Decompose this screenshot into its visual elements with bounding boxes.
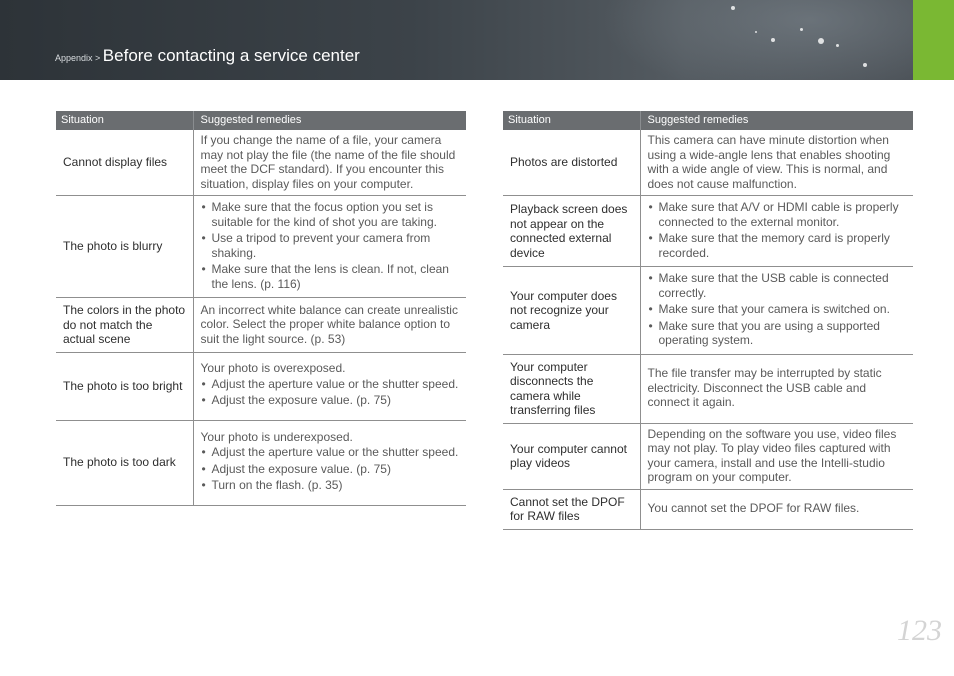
table-row bbox=[503, 489, 913, 529]
remedy-bullet: • Adjust the exposure value. (p. 75) bbox=[201, 393, 461, 408]
sparkle-icon bbox=[771, 38, 775, 42]
page-number: 123 bbox=[897, 614, 942, 647]
situation-cell: Your computer disconnects the camera while transferring files bbox=[503, 354, 640, 423]
remedy-text: The file transfer may be interrupted by static electricity. Disconnect the USB cable and connect it again. bbox=[647, 366, 882, 410]
situation-cell: The photo is too bright bbox=[56, 352, 193, 420]
remedy-bullet: • Turn on the flash. (p. 35) bbox=[201, 478, 461, 493]
remedy-list bbox=[648, 200, 908, 260]
sparkle-icon bbox=[836, 44, 839, 47]
remedy-text: If you change the name of a file, your camera may not play the file (the name of the file should meet the DCF standard). If you encounter this situation, display files on your computer. bbox=[200, 133, 456, 191]
remedy-list bbox=[648, 271, 908, 348]
situation-cell: The photo is too dark bbox=[56, 420, 193, 505]
remedy-cell bbox=[193, 130, 466, 196]
situation-cell: Your computer does not recognize your camera bbox=[503, 267, 640, 355]
situation-cell: Photos are distorted bbox=[503, 130, 640, 196]
remedy-cell bbox=[193, 298, 466, 353]
remedy-text: Your photo is underexposed. bbox=[200, 429, 353, 444]
situation-cell: The colors in the photo do not match the actual scene bbox=[56, 298, 193, 353]
remedy-bullet: • Make sure that the focus option you set is suitable for the kind of shot you are taking. bbox=[201, 200, 461, 229]
situation-cell: Cannot set the DPOF for RAW files bbox=[503, 489, 640, 529]
remedy-bullet: • Adjust the aperture value or the shutter speed. bbox=[201, 377, 461, 392]
remedy-list bbox=[201, 445, 461, 493]
column-header-remedies: Suggested remedies bbox=[193, 111, 466, 130]
situation-cell: Cannot display files bbox=[56, 130, 193, 196]
table-row bbox=[56, 130, 466, 196]
remedy-text: This camera can have minute distortion when using a wide-angle lens that enables shooting with a wide angle of view. This is normal, and does not cause malfunction. bbox=[647, 133, 891, 191]
sparkle-icon bbox=[755, 31, 757, 33]
situation-cell: Playback screen does not appear on the connected external device bbox=[503, 196, 640, 267]
table-row bbox=[503, 267, 913, 355]
page-title: Before contacting a service center bbox=[102, 46, 360, 65]
table-header-row bbox=[56, 111, 466, 130]
remedy-text: Your photo is overexposed. bbox=[200, 361, 346, 376]
remedy-bullet: • Adjust the aperture value or the shutter speed. bbox=[201, 445, 461, 460]
remedy-text: You cannot set the DPOF for RAW files. bbox=[647, 501, 860, 516]
table-row bbox=[56, 420, 466, 505]
sparkle-icon bbox=[731, 6, 735, 10]
remedy-cell bbox=[640, 423, 913, 489]
remedy-cell bbox=[193, 196, 466, 298]
remedy-bullet: • Make sure that the memory card is properly recorded. bbox=[648, 231, 908, 260]
column-header-situation: Situation bbox=[503, 111, 640, 130]
header-banner bbox=[0, 0, 913, 80]
remedy-cell bbox=[193, 420, 466, 505]
right-troubleshooting-table bbox=[503, 111, 913, 530]
table-row bbox=[503, 130, 913, 196]
remedy-cell bbox=[640, 354, 913, 423]
column-header-remedies: Suggested remedies bbox=[640, 111, 913, 130]
accent-tab bbox=[913, 0, 954, 80]
sparkle-icon bbox=[800, 28, 803, 31]
remedy-cell bbox=[193, 352, 466, 420]
remedy-text: An incorrect white balance can create unrealistic color. Select the proper white balance option to suit the light source. (p. 53) bbox=[200, 302, 458, 346]
table-row bbox=[503, 354, 913, 423]
breadcrumb-section: Appendix > bbox=[55, 53, 103, 63]
remedy-cell bbox=[640, 130, 913, 196]
table-row bbox=[503, 196, 913, 267]
table-row bbox=[56, 298, 466, 353]
breadcrumb bbox=[55, 46, 360, 66]
situation-cell: Your computer cannot play videos bbox=[503, 423, 640, 489]
table-header-row bbox=[503, 111, 913, 130]
remedy-bullet: • Make sure that the USB cable is connected correctly. bbox=[648, 271, 908, 300]
remedy-cell bbox=[640, 267, 913, 355]
remedy-bullet: • Make sure that the lens is clean. If not, clean the lens. (p. 116) bbox=[201, 262, 461, 291]
situation-cell: The photo is blurry bbox=[56, 196, 193, 298]
remedy-bullet: • Make sure that your camera is switched on. bbox=[648, 302, 908, 317]
remedy-list bbox=[201, 377, 461, 408]
remedy-cell bbox=[640, 196, 913, 267]
remedy-bullet: • Make sure that you are using a supported operating system. bbox=[648, 319, 908, 348]
remedy-text: Depending on the software you use, video files may not play. To play video files captured with your camera, install and use the Intelli-studio program on your computer. bbox=[647, 426, 897, 484]
table-row bbox=[503, 423, 913, 489]
column-header-situation: Situation bbox=[56, 111, 193, 130]
remedy-cell bbox=[640, 489, 913, 529]
sparkle-icon bbox=[818, 38, 824, 44]
table-row bbox=[56, 196, 466, 298]
remedy-bullet: • Make sure that A/V or HDMI cable is properly connected to the external monitor. bbox=[648, 200, 908, 229]
table-row bbox=[56, 352, 466, 420]
left-troubleshooting-table bbox=[56, 111, 466, 506]
sparkle-icon bbox=[863, 63, 867, 67]
remedy-bullet: • Adjust the exposure value. (p. 75) bbox=[201, 462, 461, 477]
remedy-list bbox=[201, 200, 461, 291]
banner-glow bbox=[600, 0, 913, 80]
remedy-bullet: • Use a tripod to prevent your camera from shaking. bbox=[201, 231, 461, 260]
